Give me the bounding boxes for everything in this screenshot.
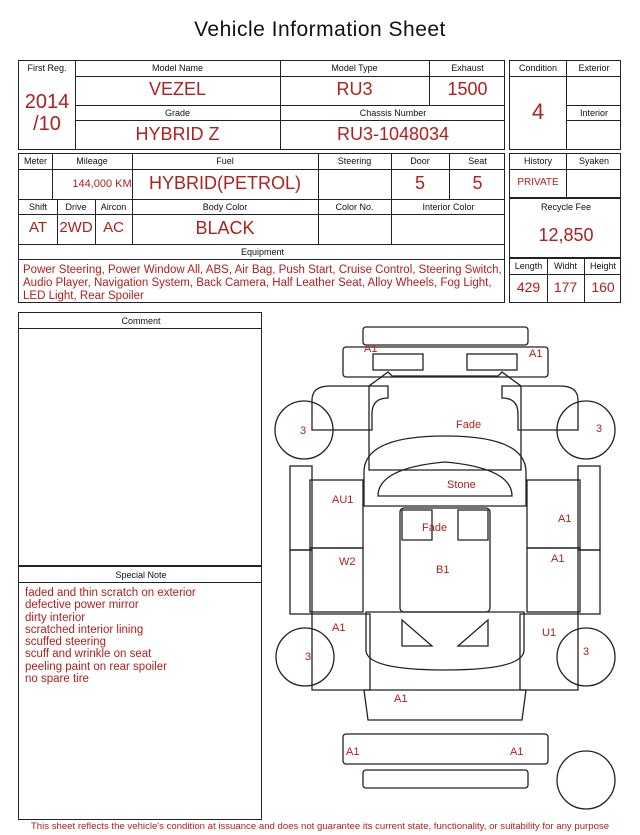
damage-front-bumper-left: A1: [364, 343, 378, 355]
equipment-label: Equipment: [240, 247, 285, 257]
interior-color-label: Interior Color: [422, 202, 475, 212]
rear-fender-right: [520, 614, 578, 690]
front-pillar-right: [458, 510, 488, 540]
specs-table: [18, 153, 505, 303]
equipment-list: Power Steering, Power Window All, ABS, Air Bag, Push Start, Cruise Control, Steering Switch, Audio Player, Navigation System, Back Camera, Half Leather Seat, Alloy Wheels, Fog Light, LED Light, Rear Spoiler: [23, 264, 502, 302]
sheet-title: Vehicle Information Sheet: [194, 18, 446, 41]
damage-front-door-right: A1: [558, 513, 572, 525]
damage-rear-fender-left: A1: [332, 622, 346, 634]
damage-rear-interior: B1: [436, 564, 450, 576]
exhaust-value: 1500: [447, 79, 488, 99]
note-line: scuffed steering: [25, 636, 106, 649]
length-label: Length: [514, 261, 543, 271]
note-line: dirty interior: [25, 611, 86, 624]
length-value: 429: [516, 279, 541, 295]
damage-rear-door-left: W2: [339, 556, 356, 568]
mileage-value: 144,000 KM: [72, 178, 132, 190]
condition-table: [509, 60, 621, 150]
width-label: Widht: [553, 261, 577, 271]
note-line: defective power mirror: [25, 599, 139, 612]
model-name: VEZEL: [148, 79, 207, 99]
note-line: faded and thin scratch on exterior: [25, 587, 196, 599]
seat-value: 5: [472, 173, 483, 193]
front-door-right: [578, 466, 600, 550]
rear-pillar-left: [402, 620, 432, 646]
special-note-label: Special Note: [115, 570, 167, 580]
damage-front-door-left: AU1: [332, 494, 354, 506]
damage-tailgate: A1: [394, 693, 408, 705]
rear-bumper-lower: [363, 770, 528, 788]
syaken-label: Syaken: [578, 156, 610, 166]
model-type: RU3: [336, 79, 373, 99]
damage-front-bumper-right: A1: [529, 348, 543, 360]
height-label: Height: [589, 261, 616, 271]
history-table: [509, 153, 621, 198]
damage-hood: Fade: [456, 419, 482, 431]
dimensions-table: [509, 258, 621, 303]
front-door-left: [290, 466, 312, 550]
special-note-box: [18, 566, 262, 820]
windshield-inner: [378, 462, 512, 496]
rear-pillar-right: [458, 620, 488, 646]
grade-value: HYBRID Z: [135, 124, 220, 144]
recycle-fee-label: Recycle Fee: [540, 202, 592, 212]
note-line: scuff and wrinkle on seat: [25, 648, 152, 661]
chassis-value: RU3-1048034: [336, 124, 450, 144]
hood: [369, 372, 521, 470]
body-color-value: BLACK: [195, 218, 255, 238]
car-damage-diagram: [266, 312, 626, 820]
shift-value: AT: [28, 219, 48, 236]
front-door-left-panel: [310, 480, 363, 548]
side-sill-right: [578, 550, 600, 614]
special-note-list: [25, 587, 196, 685]
fuel-label: Fuel: [216, 156, 234, 166]
tailgate: [364, 690, 526, 720]
damage-tire-front-right: 3: [596, 423, 603, 435]
damage-roof: Fade: [422, 522, 448, 534]
grade-label: Grade: [164, 108, 190, 118]
condition-grade: 4: [531, 99, 545, 124]
damage-windshield: Stone: [447, 479, 476, 491]
exhaust-label: Exhaust: [451, 63, 484, 73]
comment-box: [18, 312, 262, 566]
headlight-left: [373, 354, 423, 370]
side-sill-left: [290, 550, 312, 614]
history-label: History: [523, 156, 552, 166]
condition-label: Condition: [518, 63, 558, 73]
damage-tire-front-left: 3: [300, 425, 307, 437]
spare-tire: [557, 751, 615, 809]
disclaimer-footer: This sheet reflects the vehicle's condition at issuance and does not guarantee its current state, functionality, or suitability for any purpose: [30, 821, 610, 832]
aircon-value: AC: [103, 219, 124, 236]
damage-rear-bumper-right: A1: [510, 746, 524, 758]
door-value: 5: [414, 173, 425, 193]
model-type-label: Model Type: [331, 63, 378, 73]
first-reg-label: First Reg.: [27, 63, 67, 73]
front-door-right-panel: [527, 480, 580, 548]
history-value: PRIVATE: [517, 177, 559, 188]
note-line: no spare tire: [25, 673, 89, 686]
rear-window: [366, 612, 524, 670]
door-label: Door: [410, 156, 430, 166]
headlight-right: [467, 354, 517, 370]
first-reg-year: 2014: [24, 91, 70, 113]
damage-tire-rear-right: 3: [583, 646, 590, 658]
width-value: 177: [553, 279, 578, 295]
vehicle-info-table: [18, 60, 505, 150]
body-color-label: Body Color: [202, 202, 248, 212]
drive-value: 2WD: [59, 219, 93, 236]
height-value: 160: [591, 279, 615, 295]
fuel-value: HYBRID(PETROL): [148, 173, 301, 193]
exterior-label: Exterior: [578, 63, 610, 73]
damage-rear-bumper-left: A1: [346, 746, 360, 758]
comment-label: Comment: [121, 316, 161, 326]
front-bumper-upper: [363, 327, 528, 345]
seat-label: Seat: [468, 156, 487, 166]
model-name-label: Model Name: [151, 63, 204, 73]
meter-label: Meter: [23, 156, 47, 166]
note-line: scratched interior lining: [25, 623, 144, 636]
drive-label: Drive: [65, 202, 87, 212]
steering-label: Steering: [337, 156, 372, 166]
note-line: peeling paint on rear spoiler: [25, 660, 167, 673]
interior-label: Interior: [579, 108, 608, 118]
color-no-label: Color No.: [335, 202, 374, 212]
mileage-label: Mileage: [76, 156, 108, 166]
first-reg-month: /10: [33, 113, 61, 135]
recycle-fee-value: 12,850: [538, 225, 594, 245]
aircon-label: Aircon: [100, 202, 127, 212]
damage-rear-fender-right: U1: [542, 627, 557, 639]
damage-rear-door-right: A1: [551, 553, 565, 565]
chassis-label: Chassis Number: [359, 108, 427, 118]
damage-tire-rear-left: 3: [305, 651, 312, 663]
shift-label: Shift: [28, 202, 47, 212]
recycle-fee-table: [509, 198, 621, 258]
